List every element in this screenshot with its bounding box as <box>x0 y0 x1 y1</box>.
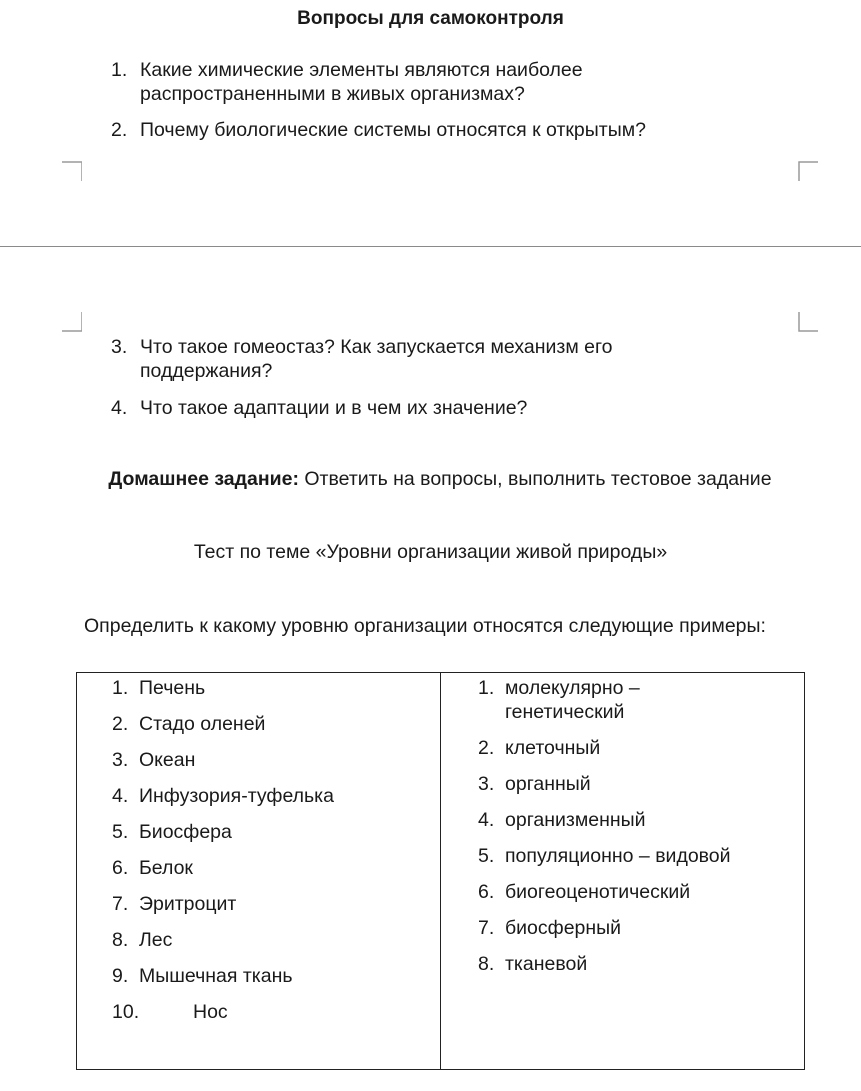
level-text: молекулярно – генетический <box>505 677 640 723</box>
example-number: 5. <box>112 821 129 843</box>
page-corner-mark <box>798 312 818 332</box>
example-text: Нос <box>193 1001 228 1023</box>
level-text: органный <box>505 773 591 795</box>
question-number: 3. <box>111 336 128 358</box>
level-number: 1. <box>478 677 495 699</box>
question-text: Почему биологические системы относятся к открытым? <box>140 119 646 141</box>
example-number: 8. <box>112 929 129 951</box>
instruction-text: Определить к какому уровню организации относятся следующие примеры: <box>84 615 766 637</box>
question-item <box>111 335 751 383</box>
page-corner-mark <box>798 161 818 181</box>
example-text: Эритроцит <box>139 893 237 915</box>
level-text: популяционно – видовой <box>505 845 731 867</box>
homework-text: Ответить на вопросы, выполнить тестовое задание <box>298 468 772 490</box>
level-text: биосферный <box>505 917 622 939</box>
page-title: Вопросы для самоконтроля <box>297 8 564 29</box>
question-number: 4. <box>111 397 128 419</box>
page-corner-mark <box>62 312 82 332</box>
level-number: 5. <box>478 845 495 867</box>
example-text: Лес <box>139 929 173 951</box>
example-number: 1. <box>112 677 129 699</box>
example-number: 7. <box>112 893 129 915</box>
level-number: 6. <box>478 881 495 903</box>
level-text: биогеоценотический <box>505 881 691 903</box>
example-text: Стадо оленей <box>139 713 266 735</box>
question-item <box>111 58 751 106</box>
example-text: Печень <box>139 677 206 699</box>
example-text: Мышечная ткань <box>139 965 293 987</box>
matching-table <box>76 672 805 1070</box>
example-number: 9. <box>112 965 129 987</box>
page-corner-mark <box>62 161 82 181</box>
example-text: Белок <box>139 857 193 879</box>
example-number: 3. <box>112 749 129 771</box>
example-number: 2. <box>112 713 129 735</box>
level-number: 7. <box>478 917 495 939</box>
example-text: Биосфера <box>139 821 232 843</box>
example-number: 6. <box>112 857 129 879</box>
test-title: Тест по теме «Уровни организации живой природы» <box>193 541 668 563</box>
level-number: 2. <box>478 737 495 759</box>
level-text: клеточный <box>505 737 601 759</box>
question-text: Какие химические элементы являются наиболее распространенными в живых организмах? <box>140 59 583 105</box>
example-text: Инфузория-туфелька <box>139 785 334 807</box>
homework-label: Домашнее задание: <box>108 468 299 490</box>
level-number: 3. <box>478 773 495 795</box>
question-item <box>111 118 751 142</box>
question-number: 2. <box>111 119 128 141</box>
question-text: Что такое гомеостаз? Как запускается механизм его поддержания? <box>140 336 613 382</box>
level-text: организменный <box>505 809 646 831</box>
column-divider <box>440 673 441 1069</box>
question-item <box>111 396 751 420</box>
example-number: 4. <box>112 785 129 807</box>
level-text: тканевой <box>505 953 588 975</box>
homework-paragraph <box>100 467 780 491</box>
level-number: 8. <box>478 953 495 975</box>
page-break-line <box>0 246 861 247</box>
question-number: 1. <box>111 59 128 81</box>
level-number: 4. <box>478 809 495 831</box>
example-number: 10. <box>112 1001 140 1023</box>
example-text: Океан <box>139 749 196 771</box>
question-text: Что такое адаптации и в чем их значение? <box>140 397 528 419</box>
